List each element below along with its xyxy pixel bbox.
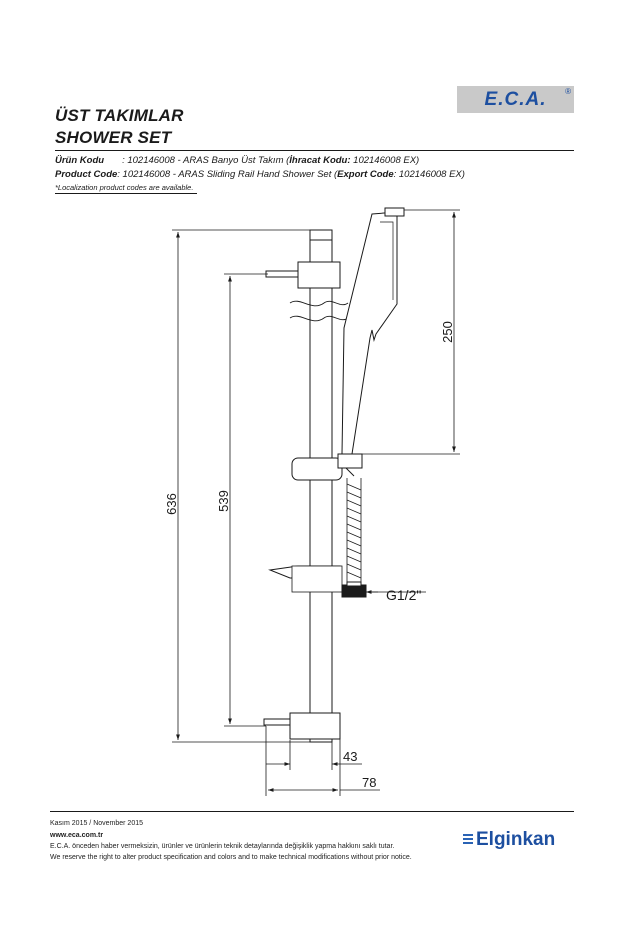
dim-label-43: 43 [343,749,358,764]
thread-label: G1/2" [386,587,422,603]
logo-registered-mark: ® [565,87,571,96]
dim-label-78: 78 [362,775,377,790]
footer-divider [50,811,574,812]
page-title-tr: ÜST TAKIMLAR [55,106,184,125]
sliding-rail [310,230,332,742]
page-title-en: SHOWER SET [55,128,172,147]
slider-holder [292,458,342,480]
footer-date: Kasım 2015 / November 2015 [50,820,143,827]
dim-label-250: 250 [440,321,455,343]
footer-website[interactable]: www.eca.com.tr [50,832,104,839]
export-code-en-label: Export Code [337,169,394,180]
hand-shower [342,212,397,454]
hose-connector-nut [342,585,366,597]
product-code-tr-label: Ürün Kodu [55,155,105,166]
localization-note: *Localization product codes are available. [55,183,194,192]
export-code-tr-label: İhracat Kodu: [289,155,351,166]
elginkan-mark-icon [463,834,473,846]
logo-text: E.C.A. [484,89,547,110]
dim-label-539: 539 [216,490,231,512]
product-code-en-label: Product Code [55,169,118,180]
product-code-en-value: : 102146008 - ARAS Sliding Rail Hand Shower Set ( [117,169,338,180]
export-code-tr-value: 102146008 EX) [350,155,420,166]
bottom-wall-bracket [290,713,340,739]
export-code-en-value: : 102146008 EX) [393,169,465,180]
product-code-tr-value: : 102146008 - ARAS Banyo Üst Takım ( [122,155,290,166]
top-wall-bracket [298,262,340,288]
elginkan-brand-text: Elginkan [476,829,556,850]
dim-label-636: 636 [164,493,179,515]
footer-disclaimer-tr: E.C.A. önceden haber vermeksizin, ürünler ve ürünlerin teknik detaylarında değişiklik yapma hakkını saklı tutar. [50,843,395,850]
footer-disclaimer-en: We reserve the right to alter product specification and colors and to make technical modifications without prior notice. [50,854,412,861]
shower-hose [347,478,361,582]
